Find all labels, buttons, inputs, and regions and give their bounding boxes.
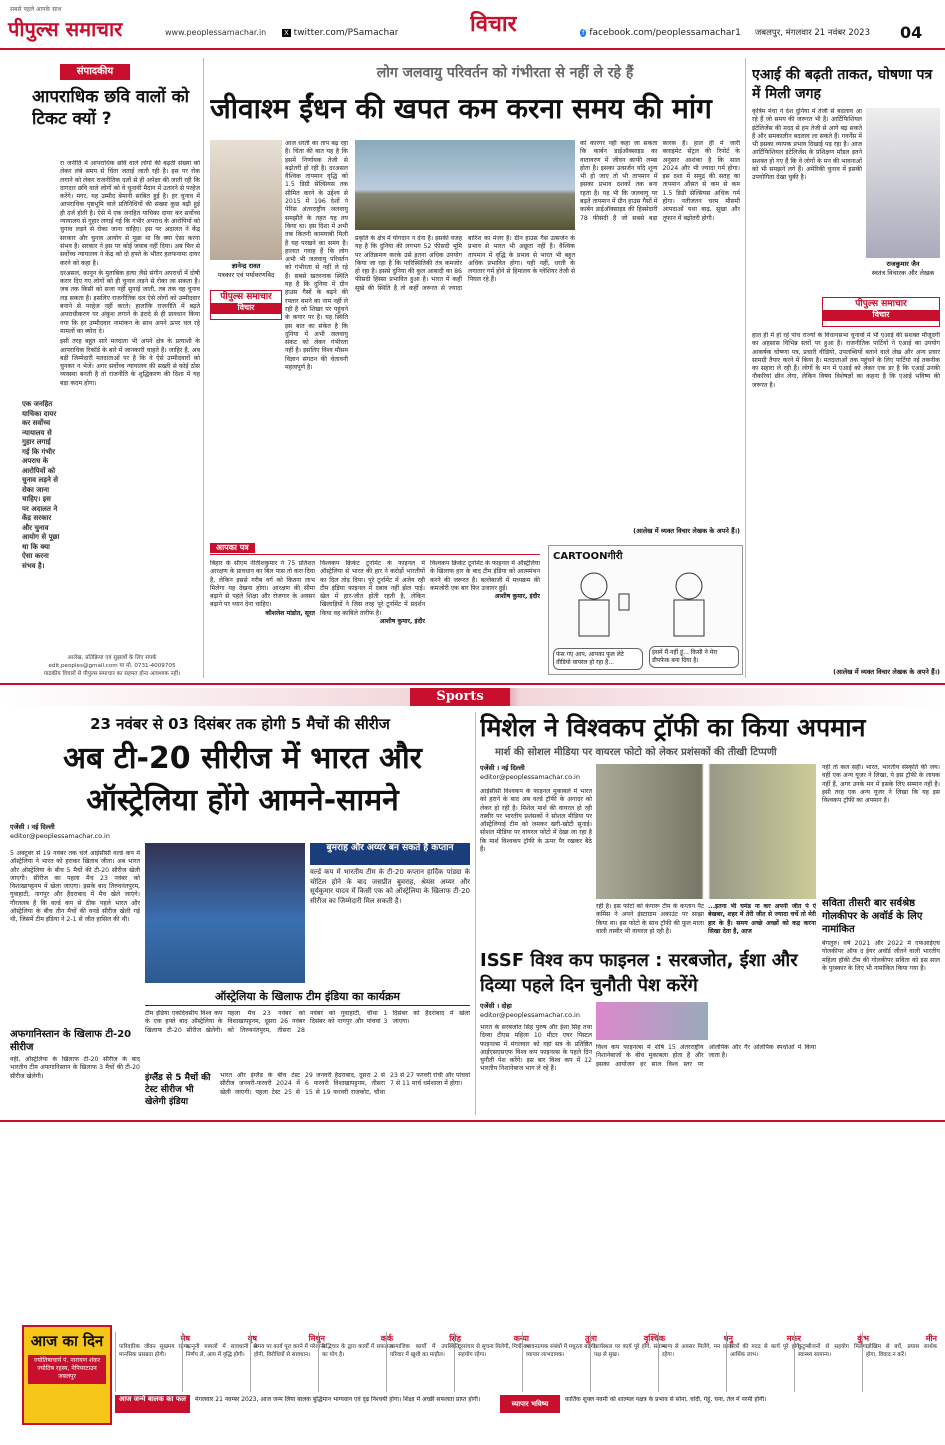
sports-headline: अब टी-20 सीरीज में भारत और ऑस्ट्रेलिया होंगे आमने-सामने <box>63 741 422 818</box>
marsh-byline: एजेंसी । नई दिल्ली editor@peoplessamachar.co.in <box>480 764 580 781</box>
ai-end-note: (आलेख में व्यक्त विचार लेखक के अपने हैं।) <box>833 668 940 676</box>
x-icon: X <box>284 29 289 37</box>
savita-headline: सविता तीसरी बार सर्वश्रेष्ठ गोलकीपर के अवॉर्ड के लिए नामांकित <box>822 898 923 935</box>
cartoon-bubble-1: फंस गए आप, आपका फुल लेटे वीडियो वायरल हो रहा है... <box>553 648 643 670</box>
sports-byline: एजेंसी । नई दिल्ली editor@peoplessamachar.co.in <box>10 823 110 840</box>
born-label: आज जन्मे बालक का फल <box>115 1395 190 1413</box>
masthead-logo: पीपुल्स समाचार <box>8 17 123 41</box>
cartoon-panel <box>548 545 743 675</box>
rashi-vrishchik: वृश्चिक कार्यस्थल पर कार्य पूरे होंगे, संतान पक्ष से सुख। <box>590 1332 668 1392</box>
lead-body-col2: प्रकृति के क्षेत्र में योगदान न देना है। इसकी वजह यह है कि दुनिया की लगभग 52 फीसदी भूमि पर अतिक्रमण करके उसे इतना अधिक उपयोग किया जा रहा है कि पारिस्थितिकी तंत्र कमजोर हो रहा है। इससे दुनिया की कुल आबादी का 86 फीसदी हिस्सा प्रभावित हुआ है। भारत में कहीं सूखे की स्थिति है तो कहीं जरूरत से ज्यादा बारिश का मंजर है। ग्रीन हाउस गैस उत्सर्जन के प्रभाव से भारत भी अछूता नहीं है। वैश्विक तापमान में वृद्धि के प्रभाव से भारत भी बहुत अधिक प्रभावित होगा। यही नहीं, धरती के लगातार गर्म होने से हिमालय के ग्लेशियर तेजी से पिघल रहे हैं। <box>355 235 575 292</box>
sports-subhead: अफगानिस्तान के खिलाफ टी-20 सीरीज <box>10 1029 132 1053</box>
ai-body-2: हाल ही में हो रहे पांच राज्यों के विधानसभा चुनावों में भी एआई की सशक्त मौजूदगी का अहसास विभिन्न स्तरों पर हुआ है। राजनीतिक पार्टियों ने एआई का उपयोग आकर्षक घोषणा पत्र, प्रचारी वीडियो, उपलब्धियों बताने वाले लेख और अन्य प्रचार सामग्री तैयार करने में किया है। मतदाताओं तक पहुंचने के लिए पार्टियां नई तकनीक का सहारा ले रही हैं। लोगों के मन में एआई को लेकर एक डर है कि एआई उनकी नौकरियां छीन लेगा, लेकिन विषय विशेषज्ञों का कहना है कि एआई भविष्य की जरूरत है। <box>752 332 940 389</box>
rashi-tula: तुला भावनात्मक संबंधों में मधुरता बढ़ेगी, व्यापार लाभदायक। <box>522 1332 600 1392</box>
issf-headline: ISSF विश्व कप फाइनल : सरबजोत, ईशा और दिव्या पहले दिन चुनौती पेश करेंगे <box>480 950 798 996</box>
lead-end-note: (आलेख में व्यक्त विचार लेखक के अपने हैं।) <box>633 527 740 535</box>
ai-body: कृत्रिम मेधा ने देश दुनिया में तेजी से बदलाव आ रहे हैं जो समय की जरूरत भी है। आर्टिफिशियल इंटेलिजेंस की मदद से हम तेजी से आगे बढ़ सकते हैं और समकालीन बदलाव ला सकते हैं। गवर्नेंस में भी इसका व्यापक प्रभाव दिखाई पड़ रहा है। आज आर्टिफिशियल इंटेलिजेंस के प्रशिक्षण मॉडल इतने सशक्त हो गए हैं कि वे लोगों के मन की भावनाओं को भी समझने लगे हैं। अमेरिकी चुनाव में इसकी उपयोगिता देखा चुकी है। <box>752 108 862 182</box>
sports-subhead-2: इंग्लैंड से 5 मैचों की टेस्ट सीरीज भी खेलेगी इंडिया <box>145 1073 211 1107</box>
ai-author-caption: राजकुमार जैन स्वतंत्र विचारक और लेखक <box>871 260 935 277</box>
lead-headline: जीवाश्म ईंधन की खपत कम करना समय की मांग <box>210 92 712 125</box>
marsh-quote: ...इतना भी घमंड ना कर अपनी जीत पे ऐ बेखबर, शहर में तेरी जीत से ज्यादा चर्चे तो मेरी हार के हैं। समय अच्छे अच्छों को कद्र करना सिखा देता है, आज <box>708 903 816 935</box>
marsh-headline: मिशेल ने विश्वकप ट्रॉफी का किया अपमान <box>480 713 866 742</box>
sports-sub-body: वहीं, ऑस्ट्रेलिया के खिलाफ टी-20 सीरीज के बाद भारतीय टीम अफगानिस्तान के खिलाफ 3 मैचों की टी-20 सीरीज खेलेगी। <box>10 1056 140 1080</box>
sports-body: 5 अक्टूबर से 19 नवंबर तक चले आईसीसी वर्ल्ड कप में ऑस्ट्रेलिया ने भारत को हराकर खिताब जीता। अब भारत और ऑस्ट्रेलिया के बीच 5 मैचों की टी-20 सीरीज खेली जाएगी। सीरीज का पहला मैच 23 नवंबर को विशाखापट्टनम में खेला जाएगा। इसके बाद तिरुवनंतपुरम, गुवाहाटी, नागपुर और हैदराबाद में मैच खेले जाएंगे। गौरतलब है कि वर्ल्ड कप से ठीक पहले भारत और ऑस्ट्रेलिया के बीच तीन मैचों की वनडे सीरीज खेली गई थी, जिसमें टीम इंडिया ने 2-1 से जीत हासिल की थी। <box>10 850 140 924</box>
editorial-label: संपादकीय <box>60 64 130 80</box>
letters-header: आपका पत्र <box>210 543 540 555</box>
rashi-kanya: कन्या दूरसंचार से सूचना मिलेगी, मित्रों का सहयोग रहेगा। <box>454 1332 532 1392</box>
author-photo <box>210 140 282 260</box>
editorial-contact: आलेख, प्रतिक्रिया एवं सुझावों के लिए संपर्क edit.peoples@gmail.com या मो. 0731-4009705 पाठकीय विचारों से पीपुल्स समाचार का सहमत होना आवश्यक नहीं। <box>43 655 181 677</box>
website-link[interactable]: www.peoplessamachar.in <box>165 28 267 37</box>
ai-headline: एआई की बढ़ती ताकत, घोषणा पत्र में मिली जगह <box>752 67 933 102</box>
rashifal-title-box: आज का दिन ज्योतिषाचार्य पं. नारायण शंकर ज्योतिष रहस्य, नेपियरटाउन जबलपुर <box>22 1325 112 1425</box>
marsh-side: नहीं तो कल सही। भारत, भारतीय संस्कृति की जय। वहीं एक अन्य यूजर ने लिखा, ये इस ट्रॉफी के लायक नहीं हैं, अगर उनके मन में इसके लिए सम्मान नहीं है। इसी तरह एक अन्य यूजर ने लिखा कि यह इस विश्वकप ट्रॉफी का अपमान है। <box>822 764 940 805</box>
issf-body: भारत के सरबजोत सिंह पुरुष और ईशा सिंह तथा दिव्या टीएस महिला 10 मीटर एयर पिस्टल फाइनल्स में मंगलवार को यहां सत्र के प्रतिष्ठित आईएसएसएफ विश्व कप फाइनल्स के पहले दिन चुनौती पेश करेंगे। इस बार विश्व कप में 12 भारतीय निशानेबाज भाग ले रहे हैं। <box>480 1024 592 1073</box>
rashi-mithun: मिथुन समय पर कार्य पूरा करने में परेशानी होगी, विरोधियों से सावधान। <box>250 1332 328 1392</box>
sports-kicker: 23 नवंबर से 03 दिसंबर तक होगी 5 मैचों की सीरीज <box>90 715 390 733</box>
team-india-photo <box>145 843 305 983</box>
ai-author-photo <box>866 108 940 258</box>
letter-1: बिहार के सीएम नीतीशकुमार ने 75 प्रतिशत आरक्षण के प्रावधान का बिल पास तो करा दिया है, लेकिन इससे गरीब वर्ग को कितना लाभ मिलेगा यह देखना होगा। आरक्षण की सीमा बढ़ाने से पहले शिक्षा और रोजगार के अवसर बढ़ाने पर ध्यान देना चाहिए। कौशलेश मांडोत, सूरत <box>210 560 315 617</box>
cartoon-title: CARTOONगीरी <box>553 551 623 562</box>
page-number: 04 <box>900 23 923 42</box>
marsh-kicker: मार्श की सोशल मीडिया पर वायरल फोटो को लेकर प्रशंसकों की तीखी टिप्पणी <box>495 747 777 758</box>
author-caption: ज्ञानेन्द्र रावत पत्रकार एवं पर्यावरणविद <box>217 262 275 279</box>
schedule-title: ऑस्ट्रेलिया के खिलाफ टीम इंडिया का कार्यक्रम <box>145 990 470 1006</box>
born-text: मंगलवार 21 नवम्बर 2023, आज जन्म लिया बालक बुद्धिमान भाग्यवान एवं दृढ़ निश्चयी होगा। शिक्षा में अच्छी सफलता प्राप्त होगी। <box>195 1396 481 1403</box>
marsh-body-2: रही है। इस फोटो को कंगारू टीम के कप्तान पैट कमिंस ने अपने इंस्टाग्राम अकाउंट पर साझा किया था। इस फोटो के साथ ट्रॉफी की फूल माला वाली तस्वीर भी वायरल हो रही है। <box>596 903 704 935</box>
letter-2: विश्वकप क्रिकेट टूर्नामेंट के फाइनल में ऑस्ट्रेलिया से भारत की हार ने करोड़ों भारतीयों का दिल तोड़ दिया। पूरे टूर्नामेंट में अजेय रही टीम इंडिया फाइनल में दबाव नहीं झेल पाई। खेल में हार-जीत होती रहती है, लेकिन खिलाड़ियों ने जिस तरह पूरे टूर्नामेंट में प्रदर्शन किया वह काबिले तारीफ है। आशीष कुमार, इंदौर <box>320 560 425 626</box>
photo-caption: वर्ल्ड कप में भारतीय टीम के टी-20 कप्तान हार्दिक पांड्या के चोटिल होने के बाद जसप्रीत बुमराह, श्रेयस अय्यर और सूर्यकुमार यादव में किसी एक को ऑस्ट्रेलिया के खिलाफ टी-20 सीरीज का जिम्मेदारी मिल सकती है। <box>310 868 470 905</box>
marsh-photo <box>596 764 816 899</box>
rashi-dhanu: धनु भाग्य से अवसर मिलेंगे, मन प्रसन्न रहेगा। <box>658 1332 736 1392</box>
savita-body: बेंगलुरु। वर्ष 2021 और 2022 में एफआईएच गोलकीपर ऑफ द ईयर अवॉर्ड जीतने वाली भारतीय महिला हॉकी टीम की गोलकीपर सविता को इस साल के पुरस्कार के लिए भी नामांकित किया गया है। <box>822 940 940 972</box>
tagline: सबसे पहले आपके साथ <box>10 6 62 13</box>
editorial-title: आपराधिक छवि वालों को टिकट क्यों ? <box>32 87 190 129</box>
sports-label: Sports <box>410 688 510 706</box>
refinery-photo <box>355 140 575 230</box>
rashi-kark: कर्क सद्भिचार के द्वारा कार्यों में सफलता का योग है। <box>318 1332 396 1392</box>
rashi-kumbh: कुंभ कुटुम्बीजनों से सहयोग मिलेगा, स्वास्थ्य सामान्य। <box>794 1332 872 1392</box>
issf-body-2: विश्व कप फाइनल्स में शीर्ष 15 अंतरराष्ट्रीय निशानेबाजों के बीच मुकाबला होता है और इसका आयोजन हर साल विश्व स्तर पर ओलंपिक और गैर ओलंपिक स्पर्धाओं में किया जाता है। <box>596 1044 816 1068</box>
issf-byline: एजेंसी । दोहा editor@peoplessamachar.co.in <box>480 1002 580 1019</box>
lead-body-col1: आज धरती का ताप बढ़ रहा है। चिंता की बात यह है कि इसमें निर्णायक तेजी से बढ़ोतरी हो रही है। दरअसल वैश्विक तापमान वृद्धि को 1.5 डिग्री सेल्सियस तक सीमित करने के उद्देश्य से 2015 में 196 देशों ने पेरिस अंतरराष्ट्रीय जलवायु समझौते के तहत यह तय किया था। इस दिशा में अभी तक कितनी कामयाबी मिली है यह परखने का समय है। हालात गवाह हैं कि लोग अभी भी जलवायु परिवर्तन को गंभीरता से नहीं ले रहे हैं। सबसे खतरनाक स्थिति यह है कि दुनिया में ग्रीन हाउस गैसों के बढ़ने की रफ्तार थमने का नाम नहीं ले रही है जो शिखर पर पहुंचने के कगार पर है। यह स्थिति इस बात का संकेत है कि दुनिया में अभी जलवायु संकट को लेकर गंभीरता नहीं है। इसलिए विश्व मौसम विज्ञान संगठन की चेतावनी महत्वपूर्ण है। <box>285 140 348 372</box>
photo-caption-title: बुमराह और अय्यर बन सकते हैं कप्तान <box>310 843 470 865</box>
lead-logo: पीपुल्स समाचार विचार <box>210 290 282 320</box>
cartoon-figures-icon <box>549 564 743 644</box>
rashi-singh: सिंह सामाजिक कार्यों में उपस्थिति, परिवार में खुशी का माहौल। <box>386 1332 464 1392</box>
editorial-pullquote: एक जनहित याचिका दायर कर सर्वोच्च न्यायालय से गुहार लगाई गई कि गंभीर अपराध के आरोपियों को चुनाव लड़ने से रोका जाना चाहिए। इस पर अदालत ने केंद्र सरकार और चुनाव आयोग से पूछा था कि क्या ऐसा करना संभव है। <box>22 400 60 570</box>
rashi-makar: मकर मित्रों की मदद से कार्य पूरे होंगे, आर्थिक लाभ। <box>726 1332 804 1392</box>
facebook-link[interactable]: f facebook.com/peoplessamachar1 <box>582 28 741 38</box>
facebook-icon: f <box>582 29 585 37</box>
section-title: विचार <box>470 12 517 37</box>
cartoon-bubble-2: इसमें मैं नहीं हूं... किसी ने मेरा डीपफेक बना दिया है। <box>649 646 739 668</box>
schedule-body-2: भारत और इंग्लैंड के बीच टेस्ट सीरीज जनवरी-फरवरी 2024 में खेली जाएगी। पहला टेस्ट 25 से 29 जनवरी हैदराबाद, दूसरा 2 से 6 फरवरी विशाखापट्टनम, तीसरा 15 से 19 फरवरी राजकोट, चौथा 23 से 27 फरवरी रांची और पांचवां 7 से 11 मार्च धर्मशाला में होगा। <box>220 1072 470 1096</box>
rashi-vrish: वृष कानूनी मामलों में सावधानी से निर्णय लें, आय में वृद्धि होगी। <box>182 1332 260 1392</box>
rashi-mesh: मेष पारिवारिक जीवन सुखमय रहेगा, मानसिक प्रसन्नता होगी। <box>115 1332 193 1392</box>
schedule-body: टीम इंडिया एकदिवसीय विश्व कप के एक हफ्ते बाद ऑस्ट्रेलिया के खिलाफ टी-20 सीरीज खेलेगी। पहला मैच 23 नवंबर को विशाखापट्टनम, दूसरा 26 नवंबर को तिरुवनंतपुरम, तीसरा 28 नवंबर को गुवाहाटी, चौथा 1 दिसंबर को नागपुर और पांचवां 3 दिसंबर को हैदराबाद में खेला जाएगा। <box>145 1010 470 1034</box>
marsh-body: आईसीसी विश्वकप के फाइनल मुकाबले में भारत को हराने के बाद अब वर्ल्ड ट्रॉफी के अनादर को लेकर हो रही है। मिशेल मार्श की वायरल हो रही तस्वीर पर भारतीय प्रशंसकों ने सोशल मीडिया पर ऑस्ट्रेलियाई टीम को जमकर खरी-खोटी सुनाई। सोशल मीडिया पर वायरल फोटो में देखा जा रहा है कि मार्श विश्वकप ट्रॉफी के ऊपर पैर रखकर बैठे हैं। <box>480 788 592 854</box>
rashi-meen: मीन जोखिम से बचें, प्रयास सार्थक होगा, विवाद न करें। <box>862 1332 940 1392</box>
trade-label: व्यापार भविष्य <box>500 1395 560 1413</box>
letter-3: विश्वकप क्रिकेट टूर्नामेंट के फाइनल में ऑस्ट्रेलिया के खिलाफ हार के बाद टीम इंडिया को आत्ममंथन करने की जरूरत है। बल्लेबाजी में मध्यक्रम की कमजोरी एक बार फिर उजागर हुई। आशीष कुमार, इंदौर <box>430 560 540 601</box>
twitter-link[interactable]: X twitter.com/PSamachar <box>284 28 399 38</box>
issf-photo <box>596 1002 708 1040</box>
top-bar <box>0 0 945 50</box>
lead-kicker: लोग जलवायु परिवर्तन को गंभीरता से नहीं ले रहे हैं <box>376 65 634 81</box>
dateline: जबलपुर, मंगलवार 21 नवंबर 2023 <box>755 28 870 38</box>
trade-text: कार्तिक शुक्ल नवमी को शाल्मल नक्षत्र के प्रभाव से सोना, चांदी, गेहूं, चना, तेल में नरमी होगी। <box>565 1396 767 1403</box>
ai-logo: पीपुल्स समाचार विचार <box>822 297 940 327</box>
editorial-body: रा जनीति में आपराधिक छवि वाले लोगों की बढ़ती संख्या को लेकर लंबे समय से चिंता जताई जाती रही है। इस पर रोक लगाने को लेकर राजनीतिक दलों से ही अपेक्षा की जाती रही कि दागदार छवि वाले लोगों को वे चुनावी मैदान में उतारने से परहेज करेंगे। मगर, यह उम्मीद बेमानी साबित हुई है। हर चुनाव में आपराधिक पृष्ठभूमि वाले प्रतिनिधियों की संख्या कुछ बढ़ी हुई ही दर्ज होती है। ऐसे में एक जनहित याचिका दायर कर सर्वोच्च न्यायालय से गुहार लगाई गई कि गंभीर अपराध के आरोपियों को चुनाव लड़ने से रोका जाना चाहिए। इस पर अदालत ने केंद्र सरकार और चुनाव आयोग से पूछा था कि क्या ऐसा करना संभव है। सरकार ने इस पर कोई जवाब नहीं दिया। अब फिर से सर्वोच्च न्यायालय ने केंद्र को दो हफ्ते के भीतर हलफनामा दायर करने को कहा है। दरअसल, कानून के मुताबिक हत्या जैसे संगीन अपराधों में दोषी करार दिए गए लोगों को ही चुनाव लड़ने से रोका जा सकता है। जब तक किसी को सजा नहीं सुनाई जाती, तब तक वह चुनाव लड़ सकता है। इसलिए राजनीतिक दल ऐसे लोगों को उम्मीदवार बनाने से परहेज नहीं करते। हालांकि राजनीति में बढ़ते अपराधीकरण पर अंकुश लगाने के इरादे से ही प्रावधान किया गया कि हर उम्मीदवार नामांकन के साथ अपने ऊपर चल रहे मामलों का ब्योरा दे। इसी तरह बहुत सारे मतदाता भी अपने क्षेत्र के प्रत्याशी के आपराधिक रिकॉर्ड के बारे में जानकारी चाहते हैं। जाहिर है, अब बड़ी जिम्मेदारी मतदाताओं पर है कि वे ऐसे उम्मीदवारों को चुनकर न भेजें। अगर सर्वोच्च न्यायालय की सख्ती से कोई ठोस व्यवस्था बनती है तो राजनीति के शुद्धिकरण की दिशा में यह बड़ा कदम होगा। <box>60 160 200 387</box>
lead-body-col3: को कारगर नहीं कहा जा सकता कि कार्बन डाईऑक्साइड का वातावरण में जीवन काफी लम्बा होता है। इसका उत्सर्जन यदि शून्य भी हो जाए तो भी तापमान में इसका प्रभाव दशकों तक बना रहता है। यह भी कि जलवायु पर बढ़ते तापमान में ग्रीन हाउस गैसों में कार्बन डाईऑक्साइड की हिस्सेदारी 78 फीसदी है जो सबसे बड़ा कारक है। हाल ही में जारी क्लाइमेट सेंट्रल की रिपोर्ट के अनुसार आशंका है कि साल 2024 और भी ज्यादा गर्म होगा। इस दशा में समुद्र की सतह का तापमान औसत से कम से कम 1.5 डिग्री सेल्सियस अधिक गर्म होगा। नतीजतन चरम मौसमी आपदाओं यथा बाढ़, सूखा और तूफान में बढ़ोतरी होगी। <box>580 140 740 222</box>
